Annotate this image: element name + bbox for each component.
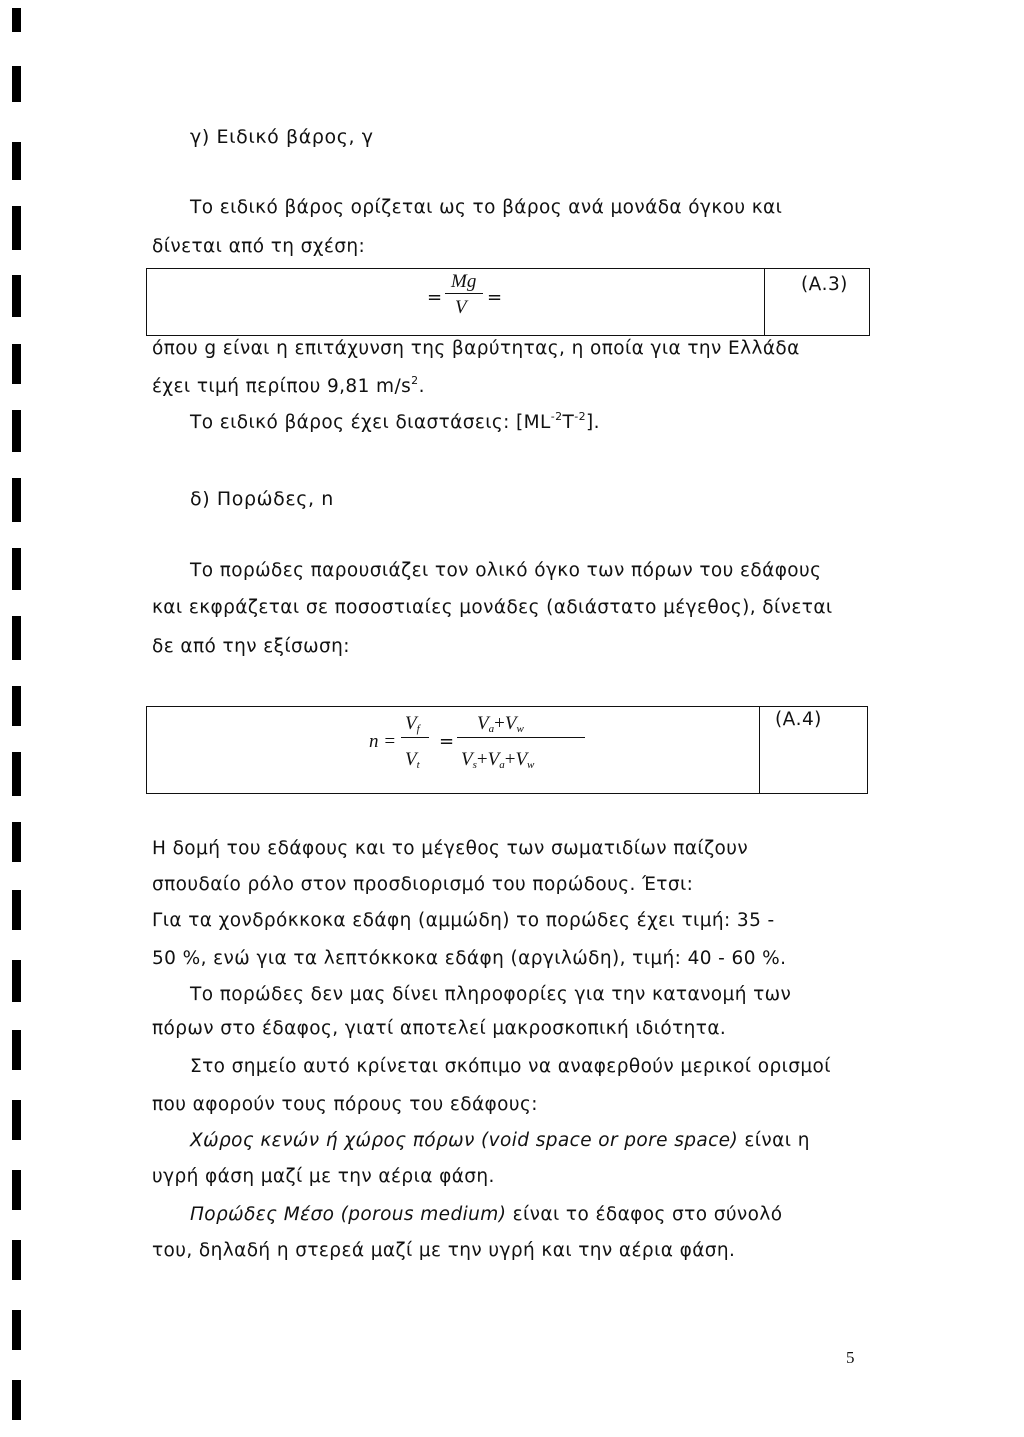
paragraph-line: 50 %, ενώ για τα λεπτόκκοκα εδάφη (αργιλώδη), τιμή: 40 - 60 %. — [152, 948, 787, 969]
paragraph-line: Το πορώδες παρουσιάζει τον ολικό όγκο των πόρων του εδάφους — [190, 560, 822, 581]
paragraph-line: δε από την εξίσωση: — [152, 636, 350, 657]
equation-term: $V_f$ — [405, 713, 420, 735]
equation-lhs: n = — [369, 731, 397, 752]
paragraph-line: πόρων στο έδαφος, γιατί αποτελεί μακροσκοπική ιδιότητα. — [152, 1018, 727, 1039]
equation-denominator: $V_s+V_a+V_w$ — [461, 749, 535, 771]
paragraph-line: Στο σημείο αυτό κρίνεται σκόπιμο να αναφερθούν μερικοί ορισμοί — [190, 1056, 831, 1077]
paragraph-line: και εκφράζεται σε ποσοστιαίες μονάδες (αδιάστατο μέγεθος), δίνεται — [152, 597, 833, 618]
definition-term: Πορώδες Μέσο (porous medium) — [190, 1204, 507, 1225]
equation-number: (Α.4) — [775, 709, 822, 730]
equation-number: (Α.3) — [801, 274, 848, 295]
paragraph-line: Το ειδικό βάρος ορίζεται ως το βάρος ανά μονάδα όγκου και — [190, 197, 783, 218]
paragraph-line: Η δομή του εδάφους και το μέγεθος των σωματιδίων παίζουν — [152, 838, 749, 859]
definition-porous-medium: Πορώδες Μέσο (porous medium) είναι το έδαφος στο σύνολό — [190, 1204, 783, 1225]
equation-numerator: $V_a+V_w$ — [477, 713, 524, 735]
paragraph-line: δίνεται από τη σχέση: — [152, 236, 366, 257]
fraction-bar — [401, 737, 429, 738]
page-number: 5 — [846, 1348, 855, 1367]
paragraph-line: υγρή φάση μαζί με την αέρια φάση. — [152, 1166, 495, 1187]
paragraph-line: που αφορούν τους πόρους του εδάφους: — [152, 1094, 538, 1115]
paragraph-line: όπου g είναι η επιτάχυνση της βαρύτητας, η οποία για την Ελλάδα — [152, 338, 800, 359]
paragraph-line: Για τα χονδρόκκοκα εδάφη (αμμώδη) το πορώδες έχει τιμή: 35 - — [152, 910, 775, 931]
paragraph-line: Το πορώδες δεν μας δίνει πληροφορίες για την κατανομή των — [190, 984, 792, 1005]
equation-equals: = — [487, 287, 503, 308]
equation-box-a4 — [146, 706, 868, 794]
equation-term: $V_t$ — [405, 749, 420, 771]
equation-divider — [759, 707, 760, 793]
equation-denominator: V — [455, 297, 467, 318]
paragraph-line: έχει τιμή περίπου 9,81 $m/s^2$. — [152, 374, 425, 397]
paragraph-line: του, δηλαδή η στερεά μαζί με την υγρή και την αέρια φάση. — [152, 1240, 736, 1261]
dimensions-line: Το ειδικό βάρος έχει διαστάσεις: $[ML^{-2}T^{-2}]$. — [190, 410, 600, 433]
equation-divider — [764, 269, 765, 335]
section-heading-porosity: δ) Πορώδες, n — [190, 488, 334, 510]
fraction-bar — [445, 293, 483, 294]
definition-term: Χώρος κενών ή χώρος πόρων (void space or pore space) — [190, 1130, 739, 1151]
equation-numerator: Mg — [451, 271, 477, 292]
equation-equals: = — [427, 287, 443, 308]
definition-void-space: Χώρος κενών ή χώρος πόρων (void space or pore space) είναι η — [190, 1130, 810, 1151]
equation-box-a3 — [146, 268, 870, 336]
equation-equals: = — [439, 731, 455, 752]
paragraph-line: σπουδαίο ρόλο στον προσδιορισμό του πορώδους. Έτσι: — [152, 874, 694, 895]
fraction-bar — [457, 737, 585, 738]
section-heading-specific-weight: γ) Ειδικό βάρος, γ — [190, 126, 374, 148]
